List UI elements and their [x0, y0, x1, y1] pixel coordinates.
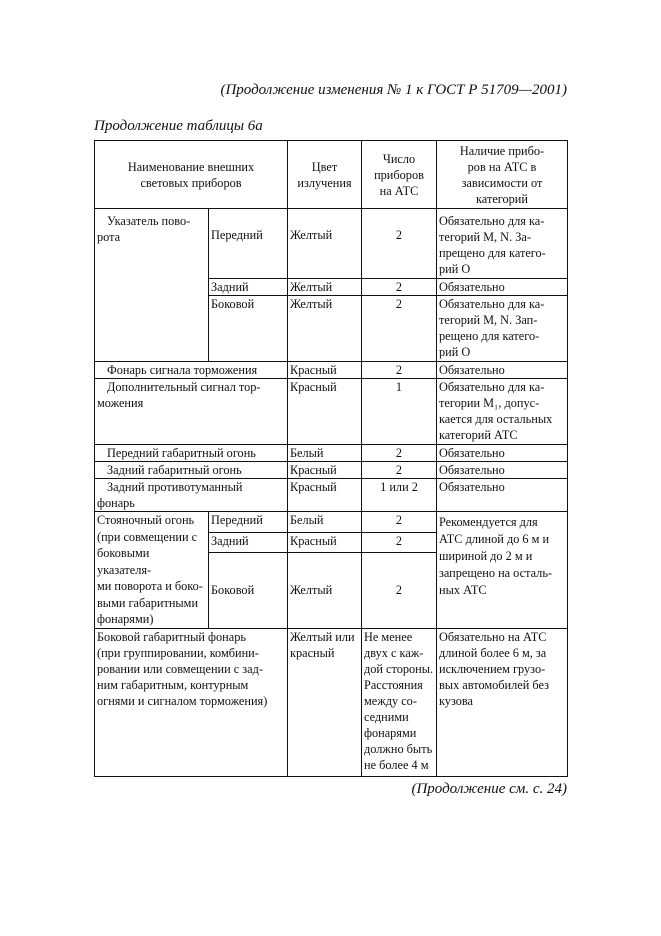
front-position-color: Белый [288, 445, 362, 462]
table-row [95, 445, 568, 462]
table-row [95, 512, 568, 533]
parking-light-presence: Рекомендуется для АТС длиной до 6 м и шириной до 2 м и запрещено на осталь- ных АТС [437, 512, 568, 629]
extra-brake-name: Дополнительный сигнал тор- можения [95, 379, 288, 445]
header-color: Цвет излучения [288, 141, 362, 209]
table-row [95, 362, 568, 379]
continuation-header-note: (Продолжение изменения № 1 к ГОСТ Р 51709—2001) [220, 82, 567, 98]
turn-signal-presence: Обязательно [437, 279, 568, 296]
parking-light-color: Белый [288, 512, 362, 533]
rear-position-presence: Обязательно [437, 462, 568, 479]
rear-fog-presence: Обязательно [437, 479, 568, 512]
rear-position-name: Задний габаритный огонь [95, 462, 288, 479]
turn-signal-name: Указатель пово- рота [95, 209, 209, 362]
parking-light-count: 2 [362, 553, 437, 628]
front-position-count: 2 [362, 445, 437, 462]
turn-signal-presence: Обязательно для ка- тегорий M, N. За- прещено для катего- рий О [437, 209, 568, 279]
rear-position-count: 2 [362, 462, 437, 479]
parking-light-position: Передний [209, 512, 288, 533]
rear-fog-color: Красный [288, 479, 362, 512]
table-caption: Продолжение таблицы 6а [94, 118, 263, 134]
turn-signal-position: Передний [209, 209, 288, 279]
side-marker-presence: Обязательно на АТС длиной более 6 м, за исключением грузо- вых автомобилей без кузова [437, 628, 568, 776]
rear-fog-count: 1 или 2 [362, 479, 437, 512]
parking-light-position: Боковой [209, 553, 288, 628]
header-device-name: Наименование внешних световых приборов [95, 141, 288, 209]
parking-light-color: Желтый [288, 553, 362, 628]
continuation-footer-note: (Продолжение см. с. 24) [411, 781, 567, 797]
table-header-row [95, 141, 568, 209]
parking-light-position: Задний [209, 532, 288, 553]
brake-lamp-count: 2 [362, 362, 437, 379]
rear-position-color: Красный [288, 462, 362, 479]
extra-brake-presence: Обязательно для ка- тегории M₁, допус- кается для остальных категорий АТС [437, 379, 568, 445]
turn-signal-color: Желтый [288, 279, 362, 296]
turn-signal-count: 2 [362, 279, 437, 296]
extra-brake-color: Красный [288, 379, 362, 445]
brake-lamp-color: Красный [288, 362, 362, 379]
turn-signal-count: 2 [362, 209, 437, 279]
front-position-name: Передний габаритный огонь [95, 445, 288, 462]
table-row [95, 479, 568, 512]
turn-signal-color: Желтый [288, 209, 362, 279]
turn-signal-position: Задний [209, 279, 288, 296]
turn-signal-presence: Обязательно для ка- тегорий M, N. Зап- рещено для катего- рий О [437, 296, 568, 362]
parking-light-name: Стояночный огонь (при совмещении с боковыми указателя- ми поворота и боко- выми габаритными фонарями) [95, 512, 209, 629]
header-presence: Наличие прибо- ров на АТС в зависимости от категорий [437, 141, 568, 209]
turn-signal-color: Желтый [288, 296, 362, 362]
lighting-devices-table [94, 140, 568, 777]
side-marker-count: Не менее двух с каж- дой стороны. Расстояния между со- седними фонарями должно быть не более 4 м [362, 628, 437, 776]
brake-lamp-name: Фонарь сигнала торможения [95, 362, 288, 379]
parking-light-count: 2 [362, 512, 437, 533]
table-row [95, 209, 568, 279]
table-row [95, 462, 568, 479]
parking-light-count: 2 [362, 532, 437, 553]
parking-light-color: Красный [288, 532, 362, 553]
brake-lamp-presence: Обязательно [437, 362, 568, 379]
header-count: Число приборов на АТС [362, 141, 437, 209]
turn-signal-position: Боковой [209, 296, 288, 362]
turn-signal-count: 2 [362, 296, 437, 362]
side-marker-name: Боковой габаритный фонарь (при группировании, комбини- ровании или совмещении с зад- ним габаритным, контурным огнями и сигналом торможения) [95, 628, 288, 776]
front-position-presence: Обязательно [437, 445, 568, 462]
rear-fog-name: Задний противотуманный фонарь [95, 479, 288, 512]
table-row [95, 628, 568, 776]
table-row [95, 379, 568, 445]
extra-brake-count: 1 [362, 379, 437, 445]
side-marker-color: Желтый или красный [288, 628, 362, 776]
